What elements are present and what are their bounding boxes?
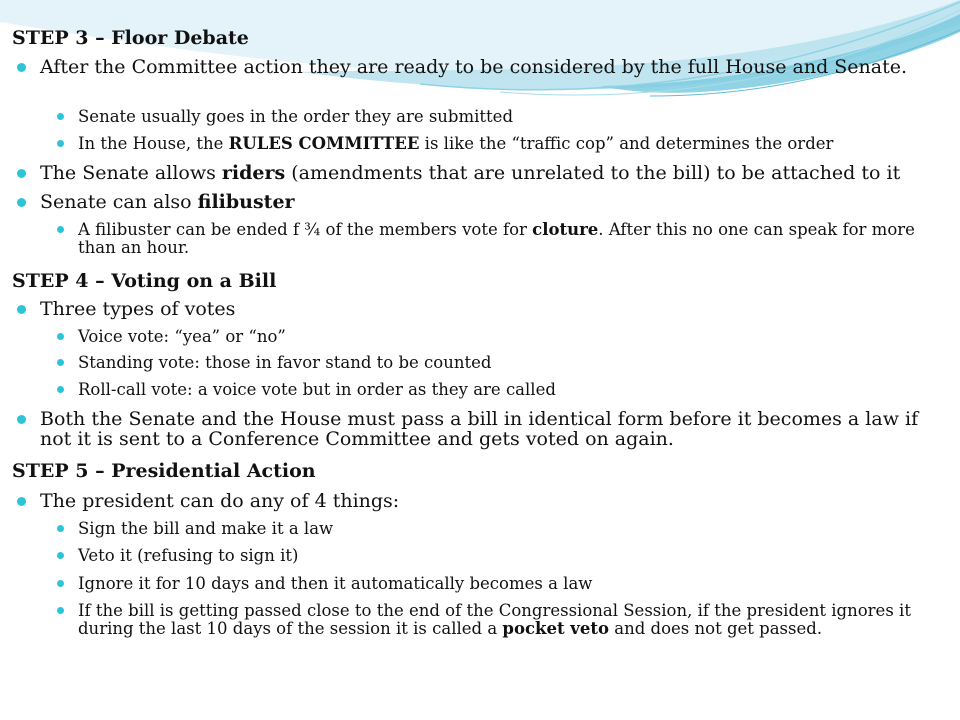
bullet-icon <box>17 305 26 314</box>
bullet-icon <box>57 580 64 587</box>
bullet-icon <box>17 169 26 178</box>
bullet-icon <box>17 198 26 207</box>
bullet-icon <box>17 415 26 424</box>
bullet-icon <box>57 552 64 559</box>
sub-bullet-text: If the bill is getting passed close to the end of the Congressional Session, if the president ignores it during the last 10 days of the session it is called a pocket veto and does not get passed. <box>78 601 911 638</box>
bullet-icon <box>17 497 26 506</box>
bullet-icon <box>57 140 64 147</box>
bullet-text: After the Committee action they are ready to be considered by the full House and Senate. <box>40 56 908 78</box>
bullet-text: Senate can also filibuster <box>40 191 295 213</box>
sub-bullet-text: Sign the bill and make it a law <box>78 519 334 538</box>
sub-bullet-text: In the House, the RULES COMMITTEE is like the “traffic cop” and determines the order <box>78 134 834 153</box>
sub-bullet-text: A filibuster can be ended f ¾ of the members vote for cloture. After this no one can speak for more than an hour. <box>78 220 915 257</box>
sub-bullet-text: Voice vote: “yea” or “no” <box>78 327 286 346</box>
bullet-text: Both the Senate and the House must pass a bill in identical form before it becomes a law if not it is sent to a Conference Committee and gets voted on again. <box>40 408 919 450</box>
bullet-text: The president can do any of 4 things: <box>40 490 400 512</box>
bullet-icon <box>57 226 64 233</box>
bullet-icon <box>17 63 26 72</box>
bullet-text: The Senate allows riders (amendments that are unrelated to the bill) to be attached to it <box>40 162 901 184</box>
bullet-icon <box>57 359 64 366</box>
sub-bullet-text: Ignore it for 10 days and then it automatically becomes a law <box>78 574 593 593</box>
bullet-icon <box>57 525 64 532</box>
sub-bullet-text: Senate usually goes in the order they are submitted <box>78 107 514 126</box>
step-3-heading: STEP 3 – Floor Debate <box>12 27 249 49</box>
step-4-heading: STEP 4 – Voting on a Bill <box>12 270 277 292</box>
bullet-icon <box>57 386 64 393</box>
step-5-heading: STEP 5 – Presidential Action <box>12 460 316 482</box>
sub-bullet-text: Standing vote: those in favor stand to be counted <box>78 353 492 372</box>
sub-bullet-text: Veto it (refusing to sign it) <box>78 546 299 565</box>
bullet-icon <box>57 113 64 120</box>
bullet-icon <box>57 607 64 614</box>
sub-bullet-text: Roll-call vote: a voice vote but in order as they are called <box>78 380 556 399</box>
bullet-icon <box>57 333 64 340</box>
bullet-text: Three types of votes <box>40 298 236 320</box>
